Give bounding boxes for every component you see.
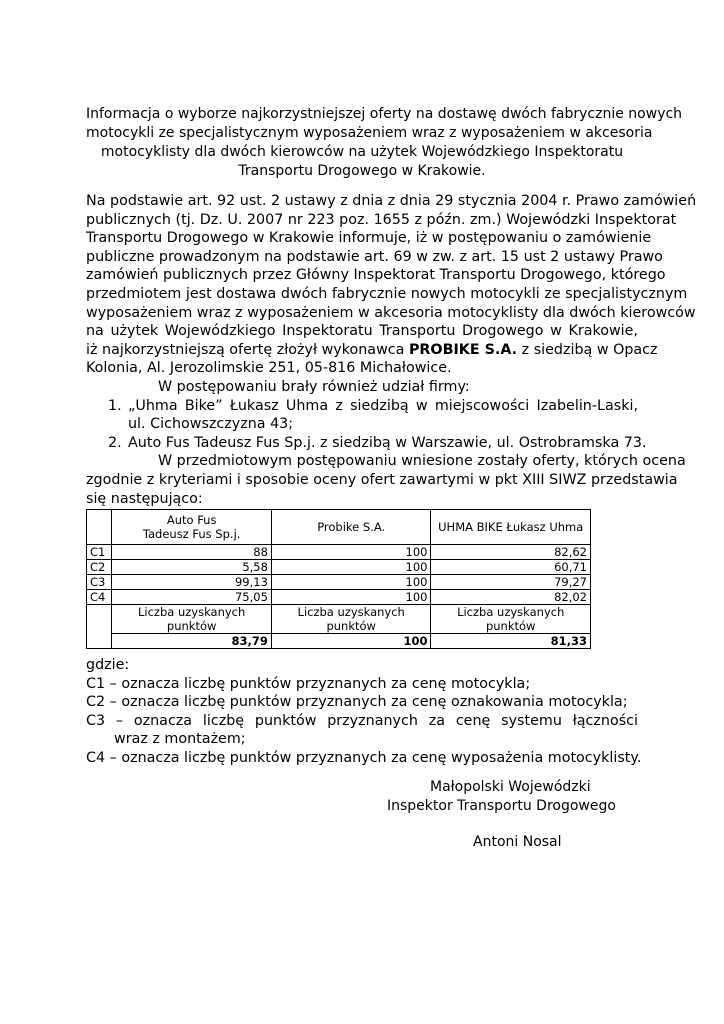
paragraph-line: publiczne prowadzonym na podstawie art. 69 w zw. z art. 15 ust 2 ustawy Prawo <box>86 248 663 265</box>
table-row <box>87 575 591 590</box>
legend-item-c1: C1 – oznacza liczbę punktów przyznanych za cenę motocykla; <box>86 675 531 692</box>
table-sum-label-row <box>87 605 591 634</box>
row-label: C2 <box>87 560 112 575</box>
table-total-row <box>87 634 591 649</box>
title-line: motocykli ze specjalistycznym wyposażeniem wraz z wyposażeniem w akcesoria <box>86 125 653 141</box>
participant-text: Auto Fus Tadeusz Fus Sp.j. z siedzibą w Warszawie, ul. Ostrobramska 73. <box>128 434 647 451</box>
paragraph-line: Na podstawie art. 92 ust. 2 ustawy z dnia z dnia 29 stycznia 2004 r. Prawo zamówień <box>86 193 697 209</box>
paragraph-line: Transportu Drogowego w Krakowie informuje, iż w postępowaniu o zamówienie <box>86 230 652 247</box>
sum-label-cell: Liczba uzyskanych punktów <box>271 605 431 634</box>
winner-prefix: iż najkorzystniejszą ofertę złożył wykonawca <box>86 341 405 358</box>
table-cell: 100 <box>271 575 431 590</box>
table-cell: 100 <box>271 545 431 560</box>
title-line: Transportu Drogowego w Krakowie. <box>238 163 486 179</box>
header-text: UHMA BIKE Łukasz Uhma <box>438 520 584 534</box>
sum-label-cell: Liczba uzyskanych punktów <box>112 605 272 634</box>
paragraph-line: wyposażeniem wraz z wyposażeniem w akcesoria motocyklisty dla dwóch kierowców <box>86 304 696 321</box>
document-body <box>86 192 697 508</box>
table-cell: 82,02 <box>431 590 591 605</box>
row-label: C4 <box>87 590 112 605</box>
legend-item-c3-cont: wraz z montażem; <box>114 731 246 748</box>
row-label: C1 <box>87 545 112 560</box>
results-table <box>86 509 591 649</box>
winner-suffix: z siedzibą w Opacz <box>521 341 658 358</box>
table-row <box>87 560 591 575</box>
winner-line <box>86 341 658 360</box>
legend-intro: gdzie: <box>86 657 130 673</box>
document-title <box>86 105 683 181</box>
row-label: C3 <box>87 575 112 590</box>
signature-title-line1: Małopolski Wojewódzki <box>430 779 591 795</box>
table-cell: 100 <box>271 590 431 605</box>
table-header-cell <box>431 510 591 545</box>
legend-item-c3: C3 – oznacza liczbę punktów przyznanych za cenę systemu łączności <box>86 712 638 729</box>
title-line: Informacja o wyborze najkorzystniejszej oferty na dostawę dwóch fabrycznie nowych <box>86 106 683 122</box>
participant-item <box>86 397 638 416</box>
header-text: Auto Fus <box>166 513 217 527</box>
legend-item-c4: C4 – oznacza liczbę punktów przyznanych za cenę wyposażenia motocyklisty. <box>86 749 642 766</box>
sum-label-cell: Liczba uzyskanych punktów <box>431 605 591 634</box>
participant-text: „Uhma Bike” Łukasz Uhma z siedzibą w miejscowości Izabelin-Laski, <box>128 397 638 414</box>
paragraph-line: publicznych (tj. Dz. U. 2007 nr 223 poz. 1655 z późn. zm.) Wojewódzki Inspektorat <box>86 211 677 228</box>
total-cell: 100 <box>271 634 431 649</box>
table-header-cell <box>112 510 272 545</box>
table-row <box>87 590 591 605</box>
paragraph-line: zgodnie z kryteriami i sposobie oceny ofert zawartymi w pkt XIII SIWZ przedstawia <box>86 471 678 488</box>
header-text: Tadeusz Fus Sp.j. <box>142 527 241 541</box>
table-cell: 88 <box>112 545 272 560</box>
table-cell: 5,58 <box>112 560 272 575</box>
header-text: Probike S.A. <box>317 520 386 534</box>
paragraph-line: zamówień publicznych przez Główny Inspektorat Transportu Drogowego, którego <box>86 267 666 284</box>
total-cell: 83,79 <box>112 634 272 649</box>
winner-name: PROBIKE S.A. <box>408 341 518 358</box>
signature-name: Antoni Nosal <box>473 834 562 850</box>
table-row <box>87 545 591 560</box>
participant-text-cont: ul. Cichowszczyzna 43; <box>128 416 294 433</box>
legend <box>86 656 642 768</box>
paragraph-line: Kolonia, Al. Jerozolimskie 251, 05-816 Michałowice. <box>86 360 452 377</box>
participant-number: 2. <box>108 434 122 451</box>
paragraph-line: przedmiotem jest dostawa dwóch fabrycznie nowych motocykli ze specjalistycznym <box>86 285 688 302</box>
paragraph-line: się następująco: <box>86 490 203 507</box>
signature-title-line2: Inspektor Transportu Drogowego <box>387 798 616 814</box>
table-cell: 82,62 <box>431 545 591 560</box>
participants-intro: W postępowaniu brały również udział firmy: <box>158 378 470 395</box>
paragraph-line: na użytek Wojewódzkiego Inspektoratu Transportu Drogowego w Krakowie, <box>86 323 638 340</box>
paragraph-line: W przedmiotowym postępowaniu wniesione zostały oferty, których ocena <box>158 453 686 470</box>
table-cell: 79,27 <box>431 575 591 590</box>
title-line: motocyklisty dla dwóch kierowców na użytek Wojewódzkiego Inspektoratu <box>100 144 624 160</box>
table-cell: 60,71 <box>431 560 591 575</box>
table-cell: 75,05 <box>112 590 272 605</box>
participant-number: 1. <box>108 397 122 414</box>
table-header-row <box>87 510 591 545</box>
table-corner-cell <box>87 510 112 545</box>
participant-item <box>86 434 647 453</box>
table-cell: 100 <box>271 560 431 575</box>
row-label-empty <box>87 605 112 649</box>
legend-item-c2: C2 – oznacza liczbę punktów przyznanych za cenę oznakowania motocykla; <box>86 694 628 711</box>
table-cell: 99,13 <box>112 575 272 590</box>
table-header-cell <box>271 510 431 545</box>
total-cell: 81,33 <box>431 634 591 649</box>
